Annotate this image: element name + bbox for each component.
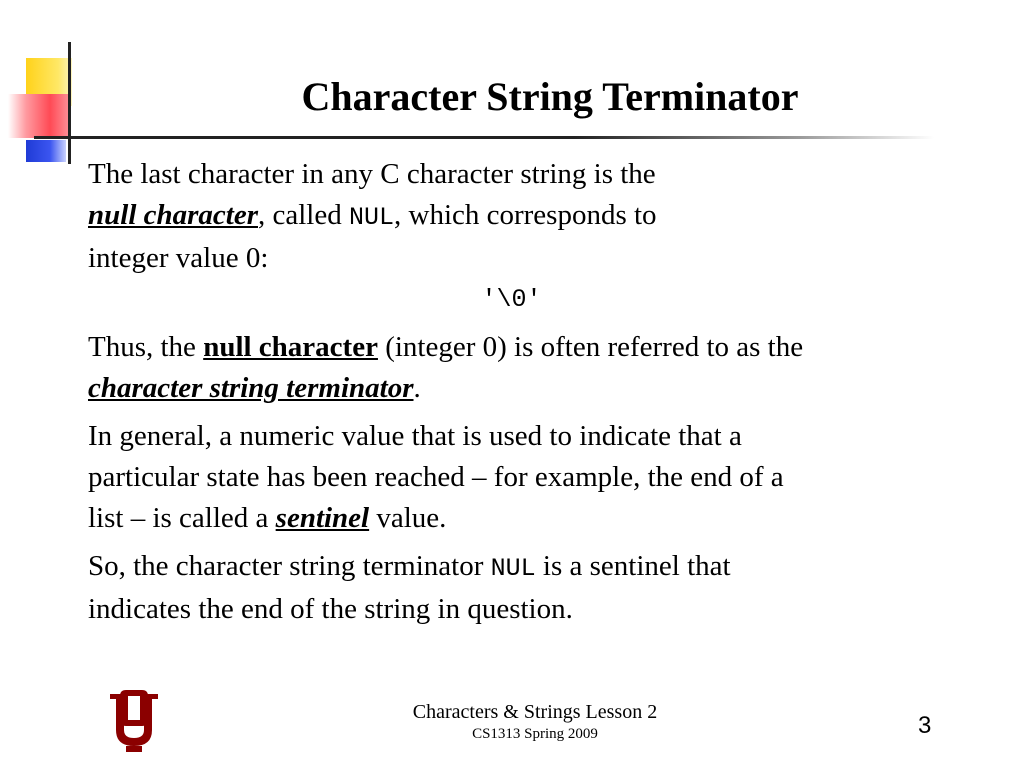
term-null-character-bold: null character [203,331,378,363]
p2-after: (integer 0) is often referred to as the [377,331,804,363]
blue-square-shape [26,140,66,162]
p2-end: . [413,372,421,404]
p4-before: So, the character string terminator [88,550,491,582]
p1-line2 [88,195,968,238]
ou-logo-icon [110,690,158,752]
p3-line3 [88,498,968,539]
p1-line1: The last character in any C character string is the [88,158,656,190]
title-decoration [0,0,110,170]
p4-line2: indicates the end of the string in question. [88,593,573,625]
paragraph-nul-sentinel [88,546,968,630]
p4-line1 [88,546,968,589]
slide-number: 3 [918,712,932,739]
vertical-rule [68,42,71,164]
code-nul: NUL [348,203,394,232]
paragraph-sentinel [88,416,968,539]
paragraph-null-character [88,154,968,320]
p2-before: Thus, the [88,331,204,363]
p1-after-code: , which corresponds to [394,199,657,231]
p1-after-null: , called [258,199,349,231]
p3-line1: In general, a numeric value that is used to indicate that a [88,420,742,452]
footer-course: CS1313 Spring 2009 [472,726,598,742]
term-character-string-terminator: character string terminator [88,372,414,404]
red-square-shape [8,94,68,138]
p1-line3: integer value 0: [88,242,269,274]
p2-line2 [88,368,968,409]
p2-line1 [88,327,968,368]
paragraph-terminator [88,327,968,409]
p4-after: is a sentinel that [535,550,731,582]
title-underline-rule [34,136,934,139]
p3-line2: particular state has been reached – for example, the end of a [88,461,784,493]
term-null-character-italic: null character [88,199,258,231]
p3-line3-before: list – is called a [88,502,276,534]
code-nul-2: NUL [490,554,536,583]
slide-title: Character String Terminator [301,74,799,119]
slide-body [88,154,968,637]
p3-line3-after: value. [369,502,447,534]
code-literal-null: '\0' [481,285,542,314]
footer-lesson-title: Characters & Strings Lesson 2 [412,701,658,723]
term-sentinel: sentinel [275,502,370,534]
slide-footer [340,700,730,744]
